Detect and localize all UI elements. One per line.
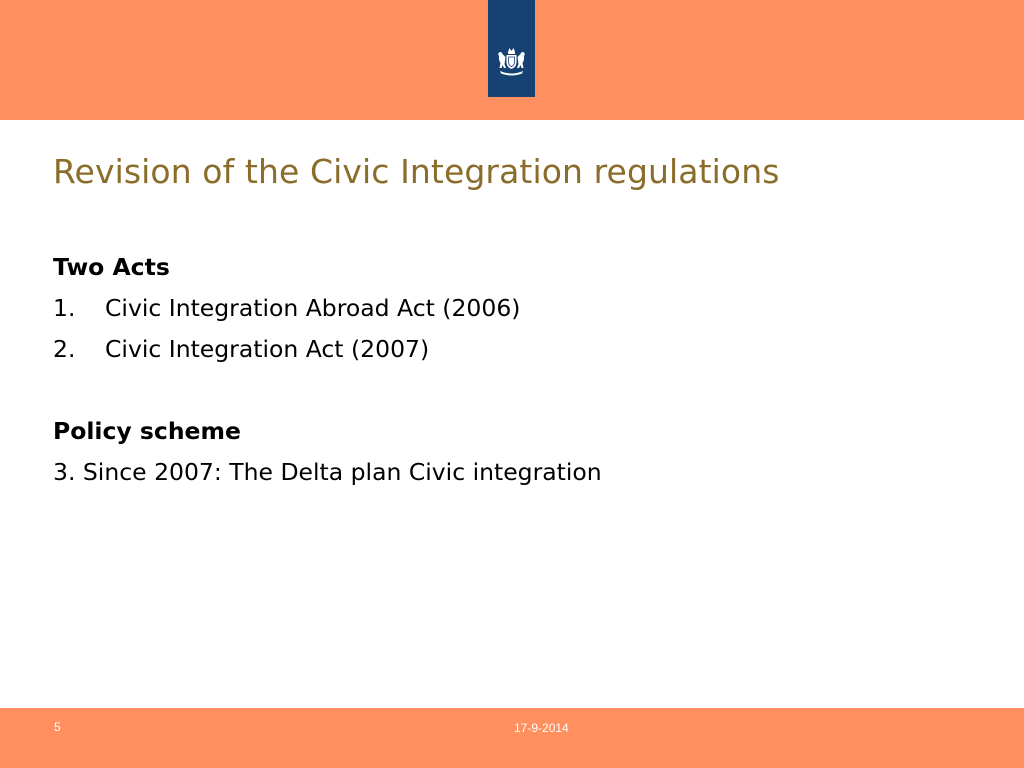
spacer [53,370,973,411]
body-text-line: 3. Since 2007: The Delta plan Civic integration [53,458,602,486]
slide-title: Revision of the Civic Integration regulations [53,152,780,191]
list-item-number: 1. [53,294,76,322]
list-item-text: Civic Integration Abroad Act (2006) [105,294,521,322]
logo-ribbon [488,0,535,97]
footer-date: 17-9-2014 [514,721,569,735]
footer-band [0,708,1024,768]
list-item-text: Civic Integration Act (2007) [105,335,430,363]
list-item-number: 2. [53,335,76,363]
page-number: 5 [54,720,61,734]
section-heading: Two Acts [53,253,170,281]
section-heading: Policy scheme [53,417,241,445]
list-item [53,288,973,329]
royal-coat-of-arms-icon [488,0,535,97]
list-item [53,329,973,370]
slide-body [53,247,973,493]
